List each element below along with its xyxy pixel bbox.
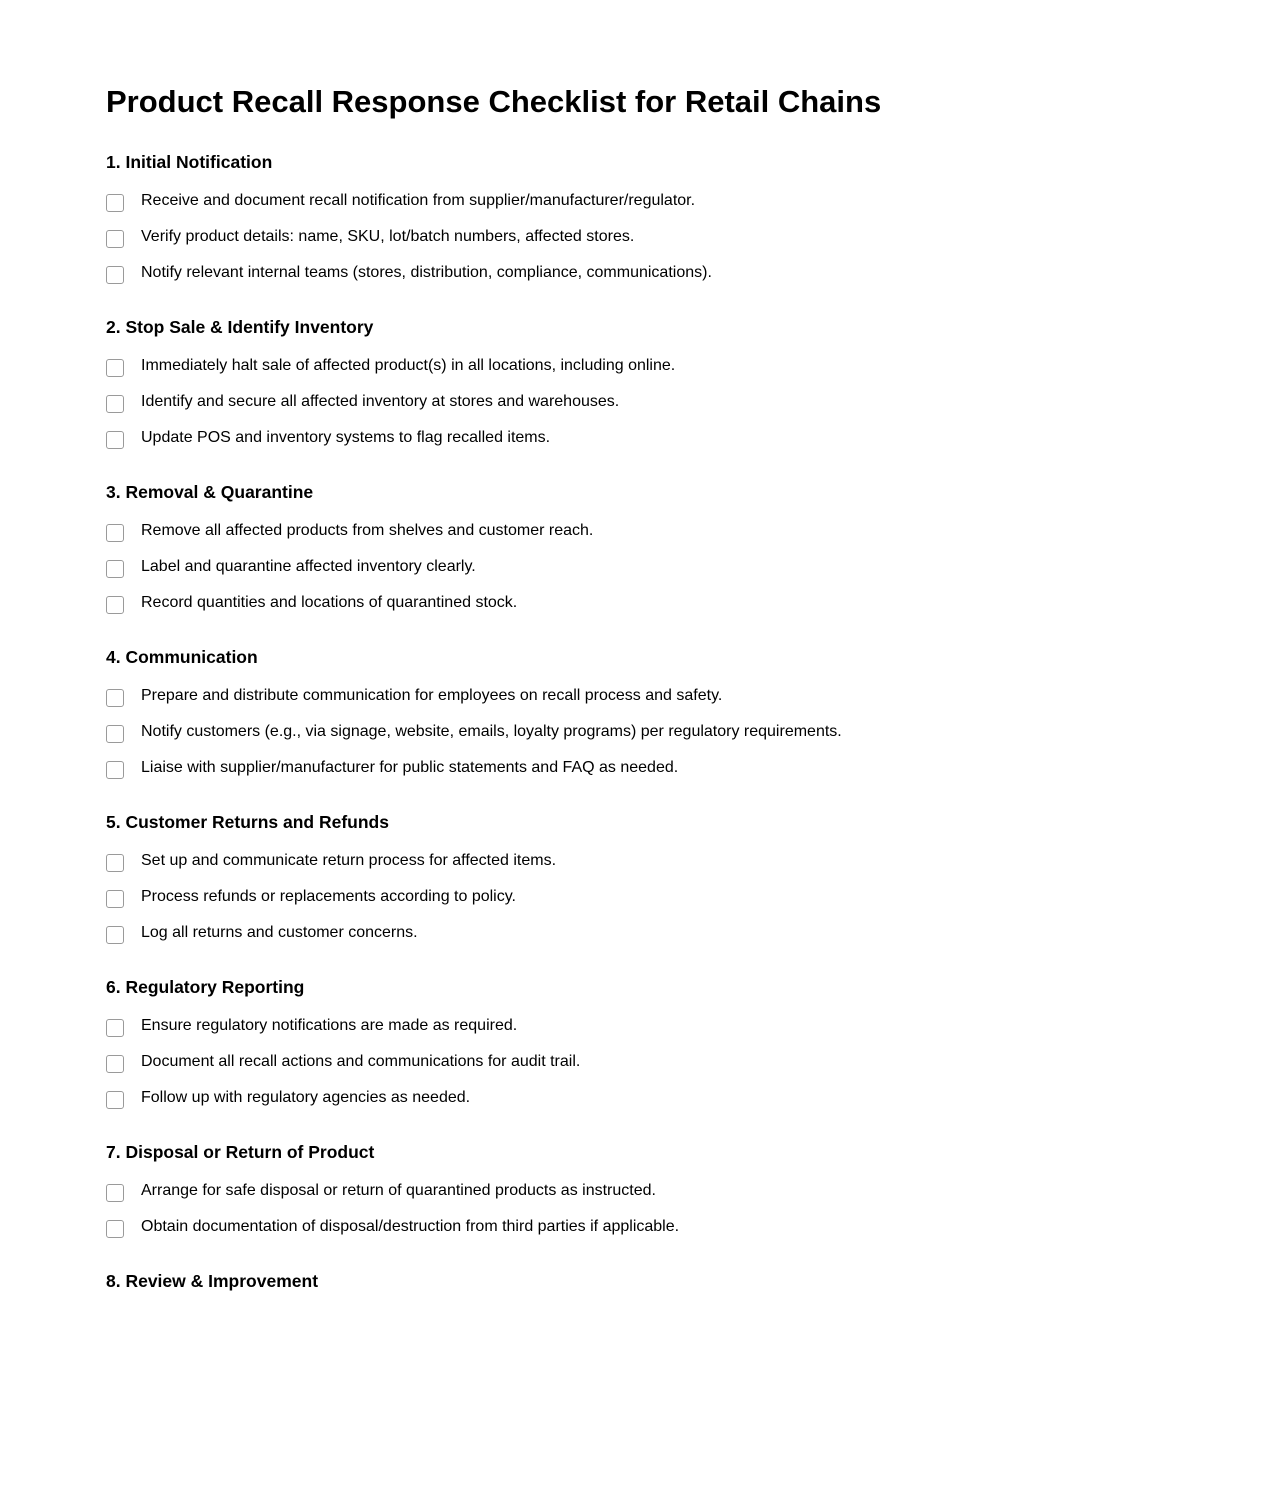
checkbox[interactable] (106, 431, 124, 449)
checkbox[interactable] (106, 1184, 124, 1202)
checklist-item-text: Process refunds or replacements according to policy. (141, 888, 516, 905)
checklist-item (106, 425, 1206, 461)
checklist-item-text: Identify and secure all affected inventory at stores and warehouses. (141, 393, 620, 410)
checklist-item (106, 389, 1206, 425)
section-regulatory-reporting (106, 975, 1206, 1121)
checklist-item-text: Record quantities and locations of quarantined stock. (141, 594, 518, 611)
section-heading: 7. Disposal or Return of Product (106, 1142, 375, 1162)
checklist-item (106, 353, 1206, 389)
checkbox[interactable] (106, 596, 124, 614)
checklist-item-text: Obtain documentation of disposal/destruction from third parties if applicable. (141, 1218, 680, 1235)
checklist-item (106, 755, 1206, 791)
checklist-item (106, 518, 1206, 554)
section-customer-returns (106, 810, 1206, 956)
checklist-item (106, 920, 1206, 956)
section-heading: 5. Customer Returns and Refunds (106, 812, 389, 832)
checklist-item-text: Notify customers (e.g., via signage, website, emails, loyalty programs) per regulatory requirements. (141, 723, 842, 740)
checklist-item (106, 224, 1206, 260)
checklist-item-text: Receive and document recall notification from supplier/manufacturer/regulator. (141, 192, 696, 209)
checklist-item-text: Remove all affected products from shelves and customer reach. (141, 522, 594, 539)
section-disposal-return (106, 1140, 1206, 1250)
section-communication (106, 645, 1206, 791)
checklist-item (106, 188, 1206, 224)
checkbox[interactable] (106, 524, 124, 542)
checklist-item-text: Log all returns and customer concerns. (141, 924, 418, 941)
section-stop-sale (106, 315, 1206, 461)
checklist-item (106, 1049, 1206, 1085)
section-heading: 6. Regulatory Reporting (106, 977, 305, 997)
checklist-item (106, 1214, 1206, 1250)
checkbox[interactable] (106, 761, 124, 779)
checkbox[interactable] (106, 926, 124, 944)
checklist-item (106, 590, 1206, 626)
checklist-item (106, 719, 1206, 755)
checklist-items (106, 848, 1206, 956)
checklist-items (106, 1013, 1206, 1121)
checklist-item-text: Document all recall actions and communications for audit trail. (141, 1053, 581, 1070)
checklist-item (106, 884, 1206, 920)
section-heading: 8. Review & Improvement (106, 1271, 319, 1291)
section-heading: 4. Communication (106, 647, 258, 667)
section-heading: 3. Removal & Quarantine (106, 482, 314, 502)
document-title: Product Recall Response Checklist for Retail Chains (106, 84, 882, 119)
checklist-item (106, 1085, 1206, 1121)
checkbox[interactable] (106, 194, 124, 212)
checklist-items (106, 188, 1206, 296)
checklist-item (106, 848, 1206, 884)
checkbox[interactable] (106, 359, 124, 377)
checklist-item-text: Set up and communicate return process for affected items. (141, 852, 557, 869)
checklist-item-text: Follow up with regulatory agencies as needed. (141, 1089, 471, 1106)
checkbox[interactable] (106, 395, 124, 413)
checklist-item (106, 554, 1206, 590)
section-heading: 1. Initial Notification (106, 152, 273, 172)
section-heading: 2. Stop Sale & Identify Inventory (106, 317, 374, 337)
checklist-item-text: Label and quarantine affected inventory clearly. (141, 558, 476, 575)
checkbox[interactable] (106, 689, 124, 707)
checklist-item-text: Immediately halt sale of affected product(s) in all locations, including online. (141, 357, 676, 374)
checklist-item-text: Update POS and inventory systems to flag recalled items. (141, 429, 551, 446)
checkbox[interactable] (106, 1091, 124, 1109)
checklist-item (106, 683, 1206, 719)
checklist-item-text: Arrange for safe disposal or return of quarantined products as instructed. (141, 1182, 656, 1199)
checklist-item-text: Verify product details: name, SKU, lot/batch numbers, affected stores. (141, 228, 635, 245)
checklist-item (106, 260, 1206, 296)
checkbox[interactable] (106, 1019, 124, 1037)
checklist-item-text: Liaise with supplier/manufacturer for public statements and FAQ as needed. (141, 759, 679, 776)
checkbox[interactable] (106, 560, 124, 578)
checklist-item (106, 1013, 1206, 1049)
checkbox[interactable] (106, 230, 124, 248)
checklist-item-text: Prepare and distribute communication for employees on recall process and safety. (141, 687, 723, 704)
checkbox[interactable] (106, 725, 124, 743)
section-review-improvement (106, 1269, 1206, 1293)
checkbox[interactable] (106, 854, 124, 872)
checkbox[interactable] (106, 890, 124, 908)
checkbox[interactable] (106, 1055, 124, 1073)
checkbox[interactable] (106, 1220, 124, 1238)
section-removal-quarantine (106, 480, 1206, 626)
checklist-items (106, 1178, 1206, 1250)
checklist-items (106, 683, 1206, 791)
checklist-item (106, 1178, 1206, 1214)
checkbox[interactable] (106, 266, 124, 284)
checklist-items (106, 518, 1206, 626)
checklist-item-text: Notify relevant internal teams (stores, distribution, compliance, communications). (141, 264, 712, 281)
section-initial-notification (106, 150, 1206, 296)
checklist-items (106, 353, 1206, 461)
checklist-item-text: Ensure regulatory notifications are made as required. (141, 1017, 518, 1034)
